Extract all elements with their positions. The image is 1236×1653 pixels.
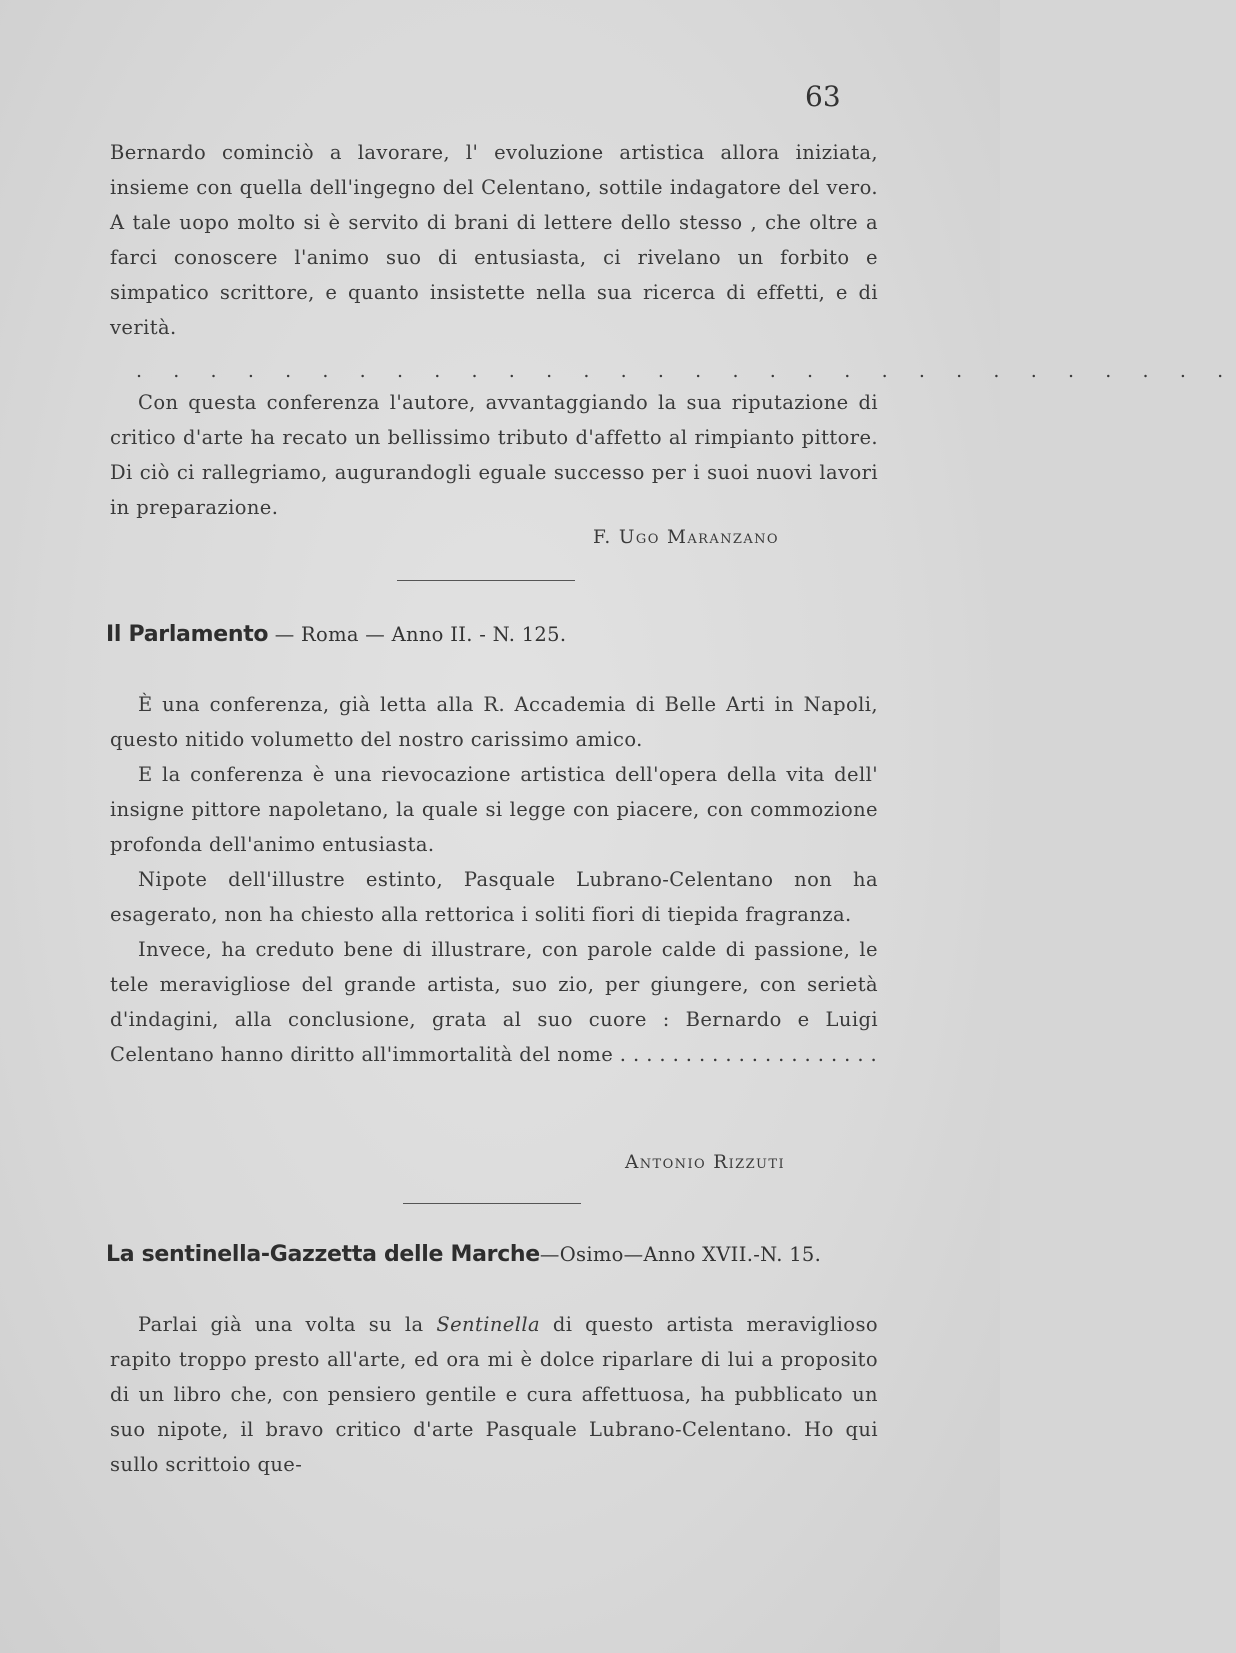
page-number: 63 [805, 80, 841, 113]
publication-name: La sentinella-Gazzetta delle Marche [106, 1242, 540, 1267]
publication-name: Il Parlamento [106, 622, 269, 647]
paragraph-end: di questo artista meraviglioso rapito troppo presto all'arte, ed ora mi è dolce riparlare di lui a proposito di un libro che, con pensiero gentile e cura affettuosa, ha pubblicato un suo nipote, il bravo critico d'arte Pasquale Lubrano-Celentano. Ho qui sullo scrittoio que- [110, 1313, 878, 1476]
ellipsis-separator: . . . . . . . . . . . . . . . . . . . . . . . . . . . . . . [136, 360, 1236, 382]
parlamento-review-body [110, 687, 878, 1072]
paragraph: È una conferenza, già letta alla R. Accademia di Belle Arti in Napoli, questo nitido volumetto del nostro carissimo amico. [110, 693, 878, 751]
closing-paragraph-block [110, 385, 878, 525]
paragraph: Invece, ha creduto bene di illustrare, con parole calde di passione, le tele meravigliose del grande artista, suo zio, per giungere, con serietà d'indagini, alla conclusione, grata al suo cuore : Bernardo e Luigi Celentano hanno diritto all'immortalità del nome . . . . . . . . . . . . . . . . . . . . [110, 938, 878, 1066]
section-divider-1 [397, 580, 575, 581]
publication-detail: — Roma — Anno II. - N. 125. [274, 623, 567, 646]
signature-rizzuti: Antonio Rizzuti [625, 1152, 786, 1173]
section-divider-2 [403, 1203, 581, 1204]
paragraph: E la conferenza è una rievocazione artistica dell'opera della vita dell' insigne pittore napoletano, la quale si legge con piacere, con commozione profonda dell'animo entusiasta. [110, 763, 878, 856]
closing-paragraph: Con questa conferenza l'autore, avvantaggiando la sua riputazione di critico d'arte ha recato un bellissimo tributo d'affetto al rimpianto pittore. Di ciò ci rallegriamo, augurandogli eguale successo per i suoi nuovi lavori in preparazione. [110, 391, 878, 519]
newspaper-title-italic: Sentinella [436, 1313, 541, 1336]
sentinella-review-body [110, 1307, 878, 1482]
publication-detail: —Osimo—Anno XVII.-N. 15. [539, 1243, 822, 1266]
opening-paragraph-block [110, 135, 878, 345]
opening-paragraph: Bernardo cominciò a lavorare, l' evoluzione artistica allora iniziata, insieme con quella dell'ingegno del Celentano, sottile indagatore del vero. A tale uopo molto si è servito di brani di lettere dello stesso , che oltre a farci conoscere l'animo suo di entusiasta, ci rivelano un forbito e simpatico scrittore, e quanto insistette nella sua ricerca di effetti, e di verità. [110, 141, 878, 339]
paragraph-start: Parlai già una volta su la [138, 1313, 437, 1336]
signature-maranzano: F. Ugo Maranzano [593, 527, 779, 548]
review-heading-parlamento [106, 622, 566, 647]
paragraph: Nipote dell'illustre estinto, Pasquale Lubrano-Celentano non ha esagerato, non ha chiesto alla rettorica i soliti fiori di tiepida fragranza. [110, 868, 878, 926]
paragraph [110, 1307, 878, 1482]
review-heading-sentinella [106, 1242, 821, 1267]
